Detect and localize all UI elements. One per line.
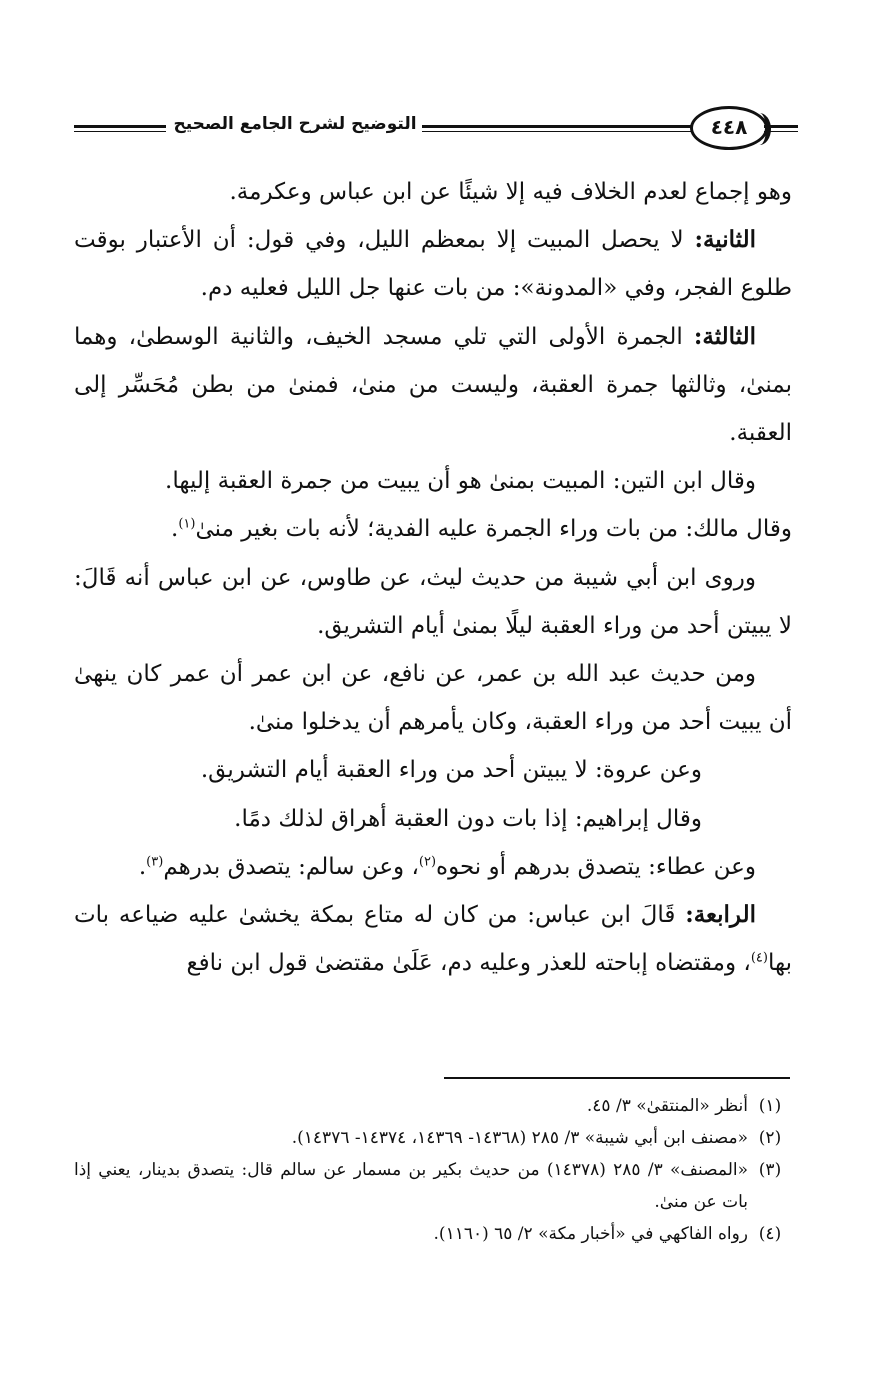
- paragraph: [74, 843, 792, 891]
- paragraph-text: ومن حديث عبد الله بن عمر، عن نافع، عن ابن عمر أن عمر كان ينهىٰ أن يبيت أحد من وراء العقبة، وكان يأمرهم أن يدخلوا منىٰ.: [74, 661, 792, 736]
- footnote-number: (٤): [758, 1224, 782, 1244]
- paragraph-text: قَالَ ابن عباس: من كان له متاع بمكة يخشىٰ عليه ضياعه بات بها: [74, 902, 792, 977]
- footnote-text: رواه الفاكهي في «أخبار مكة» ٢/ ٦٥ (١١٦٠).: [433, 1224, 748, 1244]
- paragraph: [74, 457, 792, 505]
- paragraph-text: وقال إبراهيم: إذا بات دون العقبة أهراق لذلك دمًا.: [234, 805, 702, 832]
- paragraph-text-end: .: [171, 516, 179, 543]
- paragraph-text-end: .: [138, 853, 147, 880]
- footnote-number: (٢): [758, 1128, 782, 1148]
- paragraph-text: وقال مالك: من بات وراء الجمرة عليه الفدية؛ لأنه بات بغير منىٰ: [195, 516, 792, 543]
- footnote-text: «مصنف ابن أبي شيبة» ٣/ ٢٨٥ (١٤٣٦٨- ١٤٣٦٩، ١٤٣٧٤- ١٤٣٧٦).: [291, 1128, 748, 1148]
- paragraph: [74, 505, 792, 553]
- paragraph: [74, 168, 792, 216]
- header-rule-middle: [422, 125, 700, 132]
- section-heading: الرابعة:: [685, 901, 756, 929]
- footnote: [74, 1090, 792, 1122]
- footnote-number: (١): [758, 1096, 782, 1116]
- footnote-separator: [444, 1077, 790, 1079]
- footnote-ref: (١): [178, 516, 196, 532]
- paragraph-text: ، ومقتضاه إباحته للعذر وعليه دم، عَلَىٰ مقتضىٰ قول ابن نافع: [186, 950, 751, 977]
- running-header: [64, 102, 800, 156]
- paragraph-text: وعن عطاء: يتصدق بدرهم أو نحوه: [436, 853, 756, 880]
- footnote-ref: (٢): [418, 854, 437, 870]
- book-title: التوضيح لشرح الجامع الصحيح: [173, 114, 417, 134]
- footnote: [74, 1218, 792, 1250]
- page-number-badge: [690, 106, 768, 150]
- footnote-number: (٣): [758, 1160, 782, 1180]
- paragraph-text: وروى ابن أبي شيبة من حديث ليث، عن طاوس، عن ابن عباس أنه قَالَ: لا يبيتن أحد من وراء العقبة ليلًا بمنىٰ أيام التشريق.: [74, 564, 792, 639]
- footnote: [74, 1122, 792, 1154]
- footnote-text: أنظر «المنتقىٰ» ٣/ ٤٥.: [586, 1096, 748, 1116]
- paragraph: [74, 313, 792, 458]
- paragraph: [74, 795, 792, 843]
- paragraph: [74, 650, 792, 746]
- paragraph-text: وهو إجماع لعدم الخلاف فيه إلا شيئًا عن ابن عباس وعكرمة.: [229, 179, 792, 205]
- header-rule-left: [74, 125, 166, 132]
- paragraph: [74, 554, 792, 650]
- paragraph-text: لا يحصل المبيت إلا بمعظم الليل، وفي قول: أن الأعتبار بوقت طلوع الفجر، وفي «المدونة»: من بات عنها جل الليل فعليه دم.: [74, 227, 792, 302]
- header-rule-right: [764, 125, 798, 132]
- paragraph-text: الجمرة الأولى التي تلي مسجد الخيف، والثانية الوسطىٰ، وهما بمنىٰ، وثالثها جمرة العقبة، وليست من منىٰ، فمنىٰ من بطن مُحَسِّر إلى العقبة.: [74, 323, 792, 447]
- footnote: [74, 1154, 792, 1218]
- page-number: ٤٤٨: [710, 115, 748, 139]
- paragraph-text: وعن عروة: لا يبيتن أحد من وراء العقبة أيام التشريق.: [200, 757, 702, 784]
- paragraph: [74, 746, 792, 794]
- paragraph-text: ، وعن سالم: يتصدق بدرهم: [163, 853, 419, 880]
- footnotes: [74, 1090, 792, 1250]
- section-heading: الثالثة:: [693, 322, 756, 350]
- footnote-ref: (٣): [146, 854, 164, 870]
- paragraph-text: وقال ابن التين: المبيت بمنىٰ هو أن يبيت من جمرة العقبة إليها.: [165, 468, 756, 495]
- paragraph: [74, 216, 792, 312]
- paragraph: [74, 891, 792, 987]
- section-heading: الثانية:: [694, 226, 756, 254]
- main-text: [74, 168, 792, 987]
- footnote-text: «المصنف» ٣/ ٢٨٥ (١٤٣٧٨) من حديث بكير بن مسمار عن سالم قال: يتصدق بدينار، يعني إذا بات عن منىٰ.: [74, 1160, 748, 1212]
- footnote-ref: (٤): [750, 950, 768, 966]
